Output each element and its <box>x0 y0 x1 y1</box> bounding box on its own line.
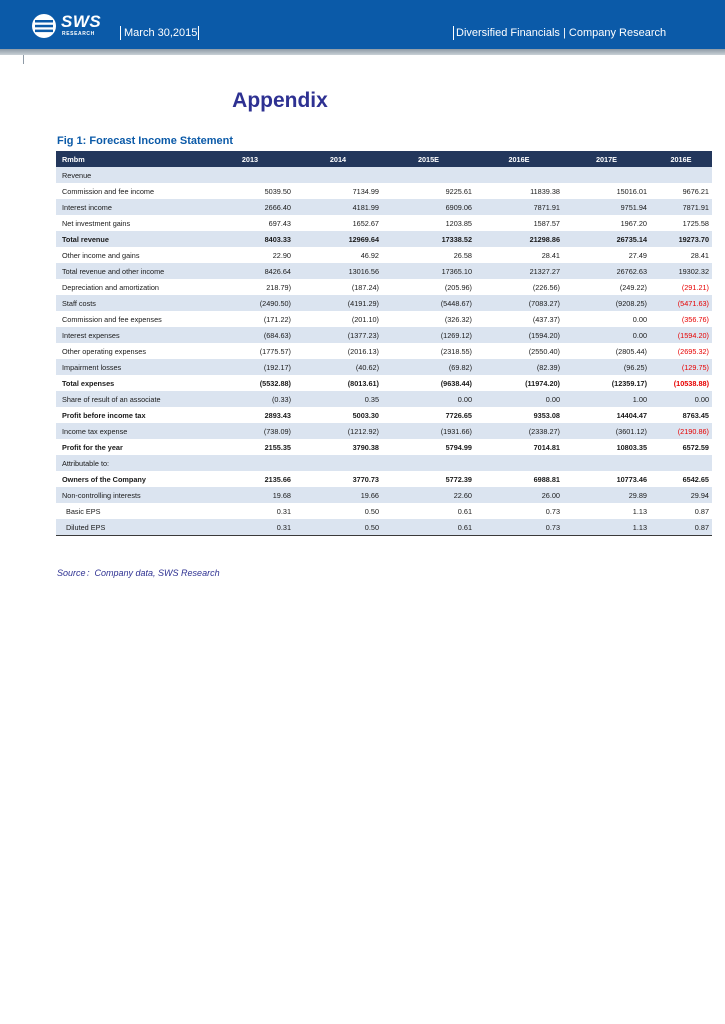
table-cell: (12359.17) <box>563 375 650 391</box>
table-cell: (171.22) <box>206 311 294 327</box>
table-cell: 28.41 <box>475 247 563 263</box>
table-cell: 13016.56 <box>294 263 382 279</box>
table-cell: (5471.63) <box>650 295 712 311</box>
table-cell <box>382 455 475 471</box>
table-cell: (9638.44) <box>382 375 475 391</box>
table-cell: 0.00 <box>382 391 475 407</box>
row-label: Total revenue and other income <box>56 263 206 279</box>
table-cell: (2338.27) <box>475 423 563 439</box>
table-cell: (249.22) <box>563 279 650 295</box>
table-cell: (1377.23) <box>294 327 382 343</box>
column-header: 2016E <box>475 151 563 167</box>
table-row <box>56 503 712 519</box>
header-bar <box>0 0 725 49</box>
row-label: Income tax expense <box>56 423 206 439</box>
logo-brand: SWS <box>61 12 102 31</box>
row-label: Share of result of an associate <box>56 391 206 407</box>
table-cell: (8013.61) <box>294 375 382 391</box>
table-row <box>56 439 712 455</box>
table-cell: 1967.20 <box>563 215 650 231</box>
column-header: Rmbm <box>56 151 206 167</box>
table-cell: (5532.88) <box>206 375 294 391</box>
table-cell: 0.31 <box>206 503 294 519</box>
table-cell: (82.39) <box>475 359 563 375</box>
row-label: Impairment losses <box>56 359 206 375</box>
table-cell: (4191.29) <box>294 295 382 311</box>
table-cell: 1652.67 <box>294 215 382 231</box>
row-label: Total expenses <box>56 375 206 391</box>
table-cell <box>650 455 712 471</box>
row-label: Commission and fee expenses <box>56 311 206 327</box>
table-cell: 10803.35 <box>563 439 650 455</box>
row-label: Revenue <box>56 167 206 183</box>
table-cell: 21298.86 <box>475 231 563 247</box>
header-divider <box>198 26 199 40</box>
table-cell: (2318.55) <box>382 343 475 359</box>
table-cell <box>475 455 563 471</box>
table-cell: (1212.92) <box>294 423 382 439</box>
table-cell: (1594.20) <box>475 327 563 343</box>
table-row <box>56 471 712 487</box>
table-cell: 2135.66 <box>206 471 294 487</box>
table-cell: 6542.65 <box>650 471 712 487</box>
report-date: March 30,2015 <box>124 27 198 39</box>
table-cell: 0.73 <box>475 519 563 536</box>
table-cell: 1.13 <box>563 519 650 536</box>
table-cell: (1931.66) <box>382 423 475 439</box>
table-cell: 5039.50 <box>206 183 294 199</box>
table-cell: 14404.47 <box>563 407 650 423</box>
table-cell: 0.87 <box>650 503 712 519</box>
table-cell: 11839.38 <box>475 183 563 199</box>
table-cell: (40.62) <box>294 359 382 375</box>
column-header: 2016E <box>650 151 712 167</box>
table-row <box>56 327 712 343</box>
table-row <box>56 423 712 439</box>
table-cell: (1269.12) <box>382 327 475 343</box>
table-cell: (11974.20) <box>475 375 563 391</box>
row-label: Profit before income tax <box>56 407 206 423</box>
table-header-row <box>56 151 712 167</box>
header-shadow <box>0 49 725 55</box>
row-label: Other income and gains <box>56 247 206 263</box>
source-note: Source：Company data, SWS Research <box>57 568 220 578</box>
table-cell: 1725.58 <box>650 215 712 231</box>
table-cell: 26.58 <box>382 247 475 263</box>
table-cell: 2155.35 <box>206 439 294 455</box>
table-cell: (1594.20) <box>650 327 712 343</box>
table-cell: (5448.67) <box>382 295 475 311</box>
table-cell: (437.37) <box>475 311 563 327</box>
table-cell: 7871.91 <box>475 199 563 215</box>
table-cell: 28.41 <box>650 247 712 263</box>
table-row <box>56 407 712 423</box>
table-cell: 17365.10 <box>382 263 475 279</box>
table-cell: 19273.70 <box>650 231 712 247</box>
report-section: Diversified Financials | Company Research <box>456 27 667 39</box>
table-row <box>56 295 712 311</box>
table-cell: (0.33) <box>206 391 294 407</box>
table-cell: (2490.50) <box>206 295 294 311</box>
table-cell: 8763.45 <box>650 407 712 423</box>
table-cell: 5772.39 <box>382 471 475 487</box>
table-cell <box>206 167 294 183</box>
table-cell: (2695.32) <box>650 343 712 359</box>
table-cell: 0.35 <box>294 391 382 407</box>
table-cell: 19.68 <box>206 487 294 503</box>
table-cell: (192.17) <box>206 359 294 375</box>
row-label: Total revenue <box>56 231 206 247</box>
table-cell: 26735.14 <box>563 231 650 247</box>
table-cell: 0.00 <box>563 311 650 327</box>
row-label: Staff costs <box>56 295 206 311</box>
table-cell: 9751.94 <box>563 199 650 215</box>
table-cell: 0.31 <box>206 519 294 536</box>
table-cell <box>563 167 650 183</box>
table-cell: (2016.13) <box>294 343 382 359</box>
table-cell: 0.00 <box>563 327 650 343</box>
table-cell: (326.32) <box>382 311 475 327</box>
sws-logo-icon <box>31 13 57 39</box>
table-row <box>56 359 712 375</box>
table-cell: (2550.40) <box>475 343 563 359</box>
row-label: Attributable to: <box>56 455 206 471</box>
row-label: Other operating expenses <box>56 343 206 359</box>
table-cell: 9225.61 <box>382 183 475 199</box>
table-cell: (7083.27) <box>475 295 563 311</box>
table-cell: 1587.57 <box>475 215 563 231</box>
table-cell: 218.79) <box>206 279 294 295</box>
table-cell: 0.87 <box>650 519 712 536</box>
table-row <box>56 167 712 183</box>
table-cell: 0.61 <box>382 519 475 536</box>
sws-logo <box>31 13 103 39</box>
table-cell: (10538.88) <box>650 375 712 391</box>
table-cell: (1775.57) <box>206 343 294 359</box>
table-cell: 46.92 <box>294 247 382 263</box>
row-label: Interest income <box>56 199 206 215</box>
table-cell: (738.09) <box>206 423 294 439</box>
table-cell: (2190.86) <box>650 423 712 439</box>
table-row <box>56 391 712 407</box>
table-cell: 8403.33 <box>206 231 294 247</box>
table-cell: 2893.43 <box>206 407 294 423</box>
table-cell: 19302.32 <box>650 263 712 279</box>
table-cell: 9353.08 <box>475 407 563 423</box>
table-cell: (356.76) <box>650 311 712 327</box>
table-cell <box>650 167 712 183</box>
table-cell: 1.13 <box>563 503 650 519</box>
figure-title: Fig 1: Forecast Income Statement <box>57 135 234 147</box>
table-cell: 2666.40 <box>206 199 294 215</box>
table-cell: 5003.30 <box>294 407 382 423</box>
table-row <box>56 375 712 391</box>
table-cell: 697.43 <box>206 215 294 231</box>
table-cell: 26.00 <box>475 487 563 503</box>
table-cell: (2805.44) <box>563 343 650 359</box>
table-cell: (96.25) <box>563 359 650 375</box>
row-label: Diluted EPS <box>56 519 206 536</box>
table-cell: 6909.06 <box>382 199 475 215</box>
table-cell: (9208.25) <box>563 295 650 311</box>
row-label: Owners of the Company <box>56 471 206 487</box>
table-cell: 21327.27 <box>475 263 563 279</box>
table-cell: (226.56) <box>475 279 563 295</box>
table-row <box>56 247 712 263</box>
table-cell: (3601.12) <box>563 423 650 439</box>
table-row <box>56 199 712 215</box>
row-label: Net investment gains <box>56 215 206 231</box>
table-cell: 7726.65 <box>382 407 475 423</box>
table-cell: (69.82) <box>382 359 475 375</box>
table-cell: (205.96) <box>382 279 475 295</box>
table-cell: 12969.64 <box>294 231 382 247</box>
table-cell: 7871.91 <box>650 199 712 215</box>
table-cell: (291.21) <box>650 279 712 295</box>
table-row <box>56 455 712 471</box>
table-cell: 0.61 <box>382 503 475 519</box>
table-cell: 9676.21 <box>650 183 712 199</box>
table-cell: 0.50 <box>294 503 382 519</box>
table-cell: 29.89 <box>563 487 650 503</box>
table-cell <box>294 167 382 183</box>
column-header: 2014 <box>294 151 382 167</box>
table-cell: 1203.85 <box>382 215 475 231</box>
table-cell <box>563 455 650 471</box>
table-cell: 19.66 <box>294 487 382 503</box>
table-row <box>56 311 712 327</box>
table-cell: (201.10) <box>294 311 382 327</box>
header-mark <box>23 55 24 64</box>
table-cell: 7134.99 <box>294 183 382 199</box>
table-cell: 4181.99 <box>294 199 382 215</box>
row-label: Profit for the year <box>56 439 206 455</box>
table-cell: 7014.81 <box>475 439 563 455</box>
table-cell <box>206 455 294 471</box>
row-label: Non-controlling interests <box>56 487 206 503</box>
table-cell: 0.00 <box>650 391 712 407</box>
column-header: 2015E <box>382 151 475 167</box>
table-row <box>56 231 712 247</box>
table-row <box>56 279 712 295</box>
table-cell: (129.75) <box>650 359 712 375</box>
table-cell: 5794.99 <box>382 439 475 455</box>
table-cell: 1.00 <box>563 391 650 407</box>
logo-subtext: RESEARCH <box>62 31 95 37</box>
table-cell: 0.50 <box>294 519 382 536</box>
table-cell: 17338.52 <box>382 231 475 247</box>
table-body <box>56 167 712 536</box>
table-row <box>56 343 712 359</box>
table-cell: 10773.46 <box>563 471 650 487</box>
table-cell: 3790.38 <box>294 439 382 455</box>
table-cell: 0.73 <box>475 503 563 519</box>
table-cell <box>475 167 563 183</box>
table-cell <box>294 455 382 471</box>
table-cell: 26762.63 <box>563 263 650 279</box>
table-cell: 8426.64 <box>206 263 294 279</box>
row-label: Basic EPS <box>56 503 206 519</box>
table-row <box>56 263 712 279</box>
column-header: 2013 <box>206 151 294 167</box>
table-cell: (684.63) <box>206 327 294 343</box>
row-label: Depreciation and amortization <box>56 279 206 295</box>
table-row <box>56 487 712 503</box>
table-cell: 6988.81 <box>475 471 563 487</box>
table-cell: 22.60 <box>382 487 475 503</box>
table-cell: 22.90 <box>206 247 294 263</box>
table-row <box>56 183 712 199</box>
table-row <box>56 519 712 536</box>
table-cell: 29.94 <box>650 487 712 503</box>
header-divider <box>120 26 121 40</box>
page-title: Appendix <box>232 89 328 112</box>
table-cell: 0.00 <box>475 391 563 407</box>
table-row <box>56 215 712 231</box>
table-cell: 27.49 <box>563 247 650 263</box>
table-cell: 15016.01 <box>563 183 650 199</box>
header-divider <box>453 26 454 40</box>
column-header: 2017E <box>563 151 650 167</box>
row-label: Commission and fee income <box>56 183 206 199</box>
table-cell <box>382 167 475 183</box>
table-cell: 6572.59 <box>650 439 712 455</box>
table-cell: (187.24) <box>294 279 382 295</box>
row-label: Interest expenses <box>56 327 206 343</box>
income-statement-table <box>56 151 712 536</box>
table-cell: 3770.73 <box>294 471 382 487</box>
